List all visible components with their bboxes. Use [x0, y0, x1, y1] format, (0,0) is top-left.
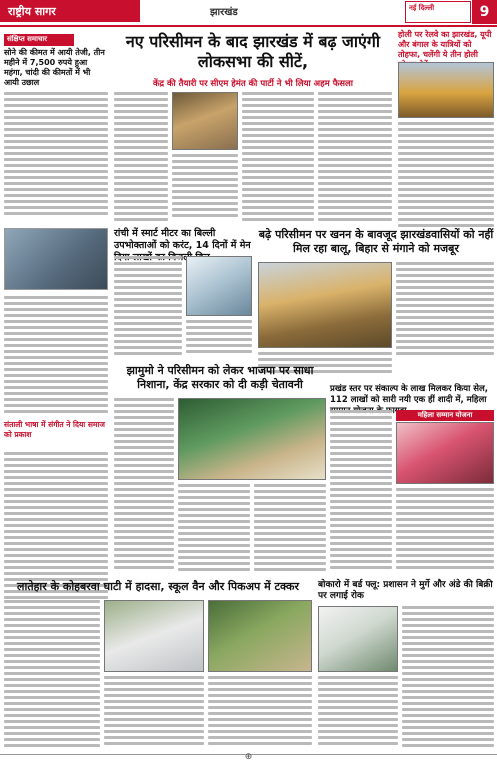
accident-headline: लातेहार के कोहबरवा घाटी में हादसा, स्कूल वैन और पिकअप में टक्कर	[17, 580, 299, 593]
women-scheme-banner: महिला सम्मान योजना	[396, 410, 494, 421]
bird-flu-photo	[318, 606, 398, 672]
sand-mining-photo	[258, 262, 392, 348]
holi-train-body	[398, 122, 494, 230]
lead-subhead: केंद्र की तैयारी पर सीएम हेमंत की पार्टी ने भी लिया अहम फैसला	[152, 79, 353, 89]
sidebar-body	[4, 296, 108, 416]
section-name: झारखंड	[210, 7, 238, 18]
registration-mark-icon: ⊕	[244, 752, 253, 762]
smart-meter-body	[114, 256, 182, 358]
jmm-headline: झामुमो ने परिसीमन को लेकर भाजपा पर साधा निशाना, केंद्र सरकार को दी कड़ी चेतावनी	[126, 364, 314, 391]
bird-flu-headline: बोकारो में बर्ड फ्लू: प्रशासन ने मुर्गे और अंडे की बिक्री पर लगाई रोक	[318, 580, 493, 601]
accident-photo-van	[104, 600, 204, 672]
lead-body-col1	[114, 92, 168, 222]
smart-meter-headline: रांची में स्मार्ट मीटर का बिल्ली उपभोक्ताओं को करंट, 14 दिनों में मेन	[114, 228, 251, 251]
header-divider	[0, 25, 497, 27]
sidebar-photo	[4, 228, 108, 290]
accident-body	[4, 600, 100, 750]
bird-flu-body	[402, 606, 494, 750]
women-scheme-body	[330, 410, 392, 574]
jmm-body-col1	[114, 398, 174, 574]
masthead-title: राष्ट्रीय सागर	[0, 0, 140, 22]
sand-mining-headline: बढ़े परिसीमन पर खनन के बावजूद झारखंडवासियों को नहीं मिल रहा बालू, बिहार से मंगाने को मजबूर	[258, 228, 494, 255]
sand-mining-body	[396, 262, 494, 358]
jmm-body-col3	[254, 484, 326, 574]
women-scheme-body2	[396, 488, 494, 574]
train-photo	[398, 62, 494, 118]
lead-photo	[172, 92, 238, 150]
women-scheme-photo	[396, 422, 494, 484]
bird-flu-body2	[318, 676, 398, 750]
accident-photo-scene	[208, 600, 312, 672]
lead-body-col4	[318, 92, 392, 222]
city-edition: नई दिल्ली	[405, 1, 471, 23]
gold-price-body	[4, 92, 108, 222]
holi-train-headline: होली पर रेलवे का झारखंड, यूपी और बंगाल के यात्रियों को तोहफा, चलेंगी ये तीन होली	[398, 30, 492, 59]
accident-body3	[208, 676, 312, 750]
lead-headline: नए परिसीमन के बाद झारखंड में बढ़ जाएंगी लोकसभा की सीटें,	[125, 32, 381, 71]
jmm-body-col2	[178, 484, 250, 574]
accident-body2	[104, 676, 204, 750]
gold-price-headline: सोने की कीमत में आयी तेजी, तीन महीने में 7,500 रुपये हुआ महंगा, चांदी की कीमतों में भी आयी उछाल	[4, 48, 105, 87]
jmm-press-photo	[178, 398, 326, 480]
news-brief-tag: संक्षिप्त समाचार	[4, 34, 74, 46]
smart-meter-photo	[186, 256, 252, 316]
lead-body-col2	[172, 154, 238, 222]
smart-meter-body2	[186, 320, 252, 358]
santali-headline: संताली भाषा में संगीत ने दिया समाज को प्रकाश	[4, 420, 105, 439]
page-number: 9	[472, 0, 497, 24]
lead-body-col3	[242, 92, 314, 222]
women-scheme-headline: प्रखंड स्तर पर संकाल्प के लाख मिलकर किया सेल, 112 लाखों को सारी नयी एक हीं शादी में, महिला	[330, 384, 488, 405]
